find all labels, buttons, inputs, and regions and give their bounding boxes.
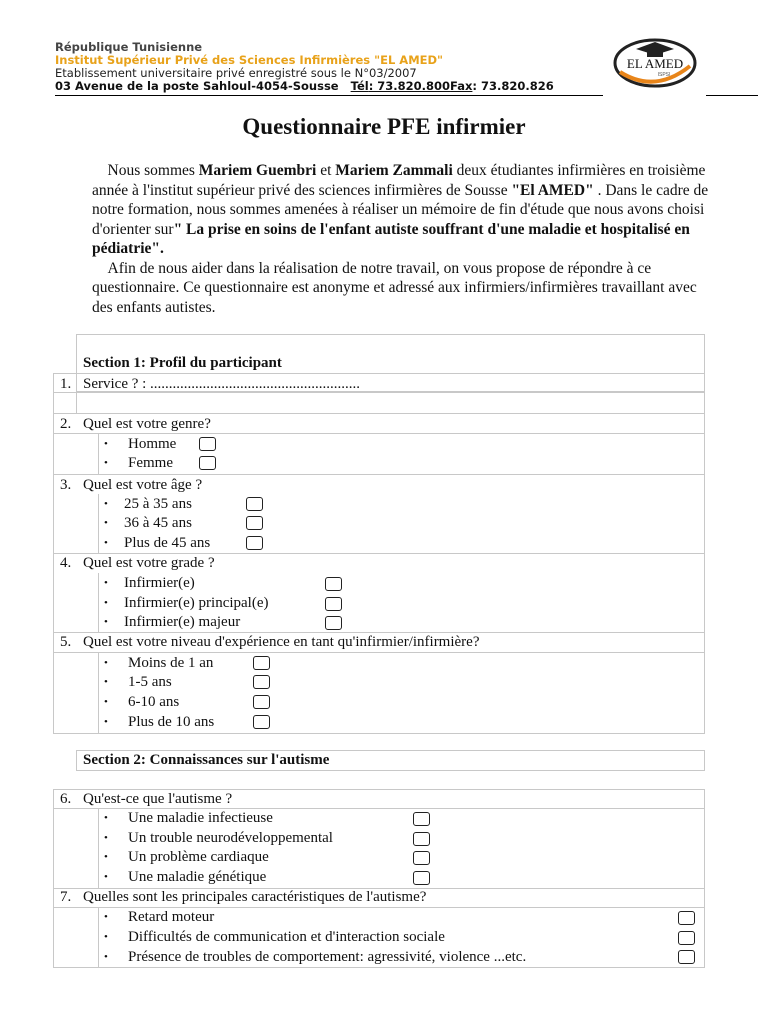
q7-option-label: Difficultés de communication et d'interaction sociale: [128, 929, 445, 945]
tel-label: Tél: [350, 79, 369, 93]
q1-number: 1.: [60, 376, 72, 392]
q4-text: Quel est votre grade ?: [83, 555, 215, 571]
header-rule-right: [706, 95, 758, 96]
q7-option-checkbox[interactable]: [678, 931, 695, 945]
logo-subtext: ISPSI: [657, 72, 671, 78]
school-name: "El AMED": [511, 181, 594, 199]
q5-option-label: Moins de 1 an: [128, 655, 214, 671]
q4-option-checkbox[interactable]: [325, 597, 342, 611]
page-title: Questionnaire PFE infirmier: [242, 114, 526, 139]
q2-option-label: Homme: [128, 436, 177, 452]
q4-option-label: Infirmier(e) majeur: [124, 614, 241, 630]
q2-text: Quel est votre genre?: [83, 416, 211, 432]
q5-text: Quel est votre niveau d'expérience en tant qu'infirmier/infirmière?: [83, 634, 480, 650]
q6-option-checkbox[interactable]: [413, 871, 430, 885]
student-name-2: Mariem Zammali: [335, 162, 453, 179]
address: 03 Avenue de la poste Sahloul-4054-Sousse: [55, 79, 339, 93]
intro-paragraph-2: Afin de nous aider dans la réalisation de notre travail, on vous propose de répondre à ce questionnaire. Ce questionnaire est anonyme et adressé aux infirmiers/infirmières travaillant avec des enfants autistes.: [92, 259, 697, 316]
q6-option-label: Une maladie infectieuse: [128, 810, 273, 826]
q5-option-checkbox[interactable]: [253, 675, 270, 689]
thesis-topic: " La prise en soins de l'enfant autiste souffrant d'une maladie et hospitalisé en pédiatrie".: [92, 220, 690, 257]
q6-number: 6.: [60, 791, 72, 807]
q3-option-checkbox[interactable]: [246, 497, 263, 511]
q4-number: 4.: [60, 555, 72, 571]
tel-number: : 73.820.800: [368, 79, 451, 93]
header-rule: [55, 95, 603, 96]
institution-header: [55, 41, 554, 93]
q3-option-label: 36 à 45 ans: [124, 515, 192, 531]
q2-number: 2.: [60, 416, 72, 432]
q4-option-checkbox[interactable]: [325, 616, 342, 630]
q7-option-label: Retard moteur: [128, 909, 215, 925]
q7-option-checkbox[interactable]: [678, 911, 695, 925]
q5-option-checkbox[interactable]: [253, 715, 270, 729]
q1-text: Service ? : ........................................................: [83, 376, 361, 392]
q7-number: 7.: [60, 889, 72, 905]
q4-option-label: Infirmier(e): [124, 575, 195, 591]
q3-option-label: Plus de 45 ans: [124, 535, 211, 551]
fax-number: : 73.820.826: [472, 79, 554, 93]
q6-text: Qu'est-ce que l'autisme ?: [83, 791, 233, 807]
el-amed-logo: [612, 36, 698, 88]
registration-line: Etablissement universitaire privé enregistré sous le N°03/2007: [55, 66, 417, 80]
section2-title: Section 2: Connaissances sur l'autisme: [83, 752, 330, 768]
q5-option-label: Plus de 10 ans: [128, 714, 215, 730]
institute-name: Institut Supérieur Privé des Sciences Infirmières "EL AMED": [55, 53, 444, 67]
q5-option-checkbox[interactable]: [253, 656, 270, 670]
q6-option-checkbox[interactable]: [413, 832, 430, 846]
q3-text: Quel est votre âge ?: [83, 477, 203, 493]
q2-option-checkbox[interactable]: [199, 456, 216, 470]
q6-option-label: Un problème cardiaque: [128, 849, 269, 865]
q3-option-checkbox[interactable]: [246, 516, 263, 530]
q6-option-label: Un trouble neurodéveloppemental: [128, 830, 333, 846]
q6-option-label: Une maladie génétique: [128, 869, 267, 885]
country-line: République Tunisienne: [55, 40, 203, 54]
q5-number: 5.: [60, 634, 72, 650]
q3-number: 3.: [60, 477, 72, 493]
section1-title: Section 1: Profil du participant: [83, 355, 282, 371]
student-name-1: Mariem Guembri: [198, 162, 317, 179]
q3-option-label: 25 à 35 ans: [124, 496, 192, 512]
q5-option-checkbox[interactable]: [253, 695, 270, 709]
introduction: [92, 161, 712, 317]
logo-text: EL AMED: [626, 56, 684, 71]
q7-text: Quelles sont les principales caractéristiques de l'autisme?: [83, 889, 427, 905]
intro-paragraph-1: Nous sommes Mariem Guembri et Mariem Zammali deux étudiantes infirmières en troisième année à l'institut supérieur privé des sciences infirmières de Sousse "El AMED" . Dans le cadre de notre formation, nous sommes amenées à réaliser un mémoire de fin d'étude que nous avons choisi d'orienter sur" La prise en soins de l'enfant autiste souffrant d'une maladie et hospitalisé en pédiatrie".: [92, 162, 709, 257]
fax-label: Fax: [450, 79, 473, 93]
q6-option-checkbox[interactable]: [413, 851, 430, 865]
q2-option-label: Femme: [128, 455, 173, 471]
q7-option-label: Présence de troubles de comportement: agressivité, violence ...etc.: [128, 949, 527, 965]
q2-option-checkbox[interactable]: [199, 437, 216, 451]
address-line: [55, 80, 554, 93]
q4-option-checkbox[interactable]: [325, 577, 342, 591]
q4-option-label: Infirmier(e) principal(e): [124, 595, 269, 611]
q3-option-checkbox[interactable]: [246, 536, 263, 550]
q5-option-label: 1-5 ans: [128, 674, 172, 690]
q7-option-checkbox[interactable]: [678, 950, 695, 964]
q6-option-checkbox[interactable]: [413, 812, 430, 826]
q5-option-label: 6-10 ans: [128, 694, 180, 710]
